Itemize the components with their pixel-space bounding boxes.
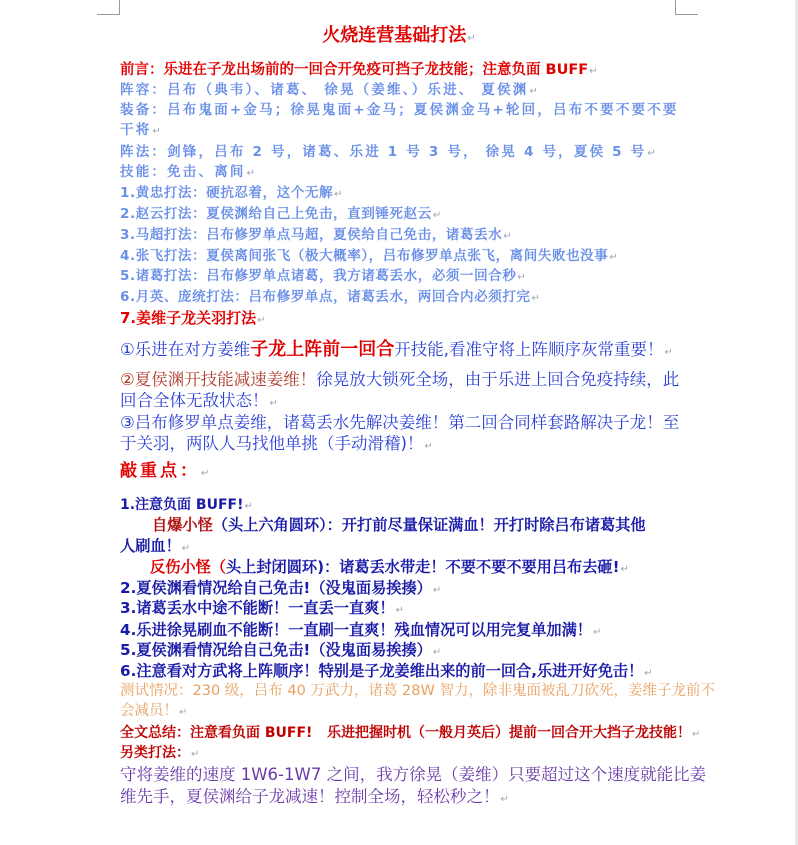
alt-heading-text: 另类打法： <box>120 745 190 761</box>
paragraph-mark-icon: ↵ <box>531 293 541 304</box>
reflect-monster-label: 反伤小怪（ <box>150 558 226 576</box>
step-1[interactable] <box>120 340 673 363</box>
paragraph-mark-icon: ↵ <box>269 398 278 409</box>
preface-text: 前言：乐进在子龙出场前的一回合开免疫可挡子龙技能；注意负面 BUFF <box>120 62 589 78</box>
paragraph-mark-icon: ↵ <box>152 126 163 137</box>
equipment-line-1[interactable]: 装备：吕布鬼面+金马；徐晃鬼面+金马；夏侯渊金马+轮回，吕布不要不要不要 <box>120 102 679 118</box>
test-results-line-2[interactable] <box>120 701 187 723</box>
paragraph-mark-icon: ↵ <box>181 543 191 554</box>
crop-mark-right <box>675 0 698 15</box>
tactic-item[interactable] <box>120 287 541 309</box>
paragraph-mark-icon: ↵ <box>179 707 188 718</box>
key-point-1b[interactable] <box>150 557 629 580</box>
skills[interactable] <box>120 162 257 184</box>
paragraph-mark-icon: ↵ <box>334 189 344 200</box>
key-point-text: 头上封闭圆环)：诸葛丢水带走！不要不要不要用吕布去砸! <box>225 558 620 576</box>
key-point-text: 1.注意负面 BUFF! <box>120 497 244 513</box>
paragraph-mark-icon: ↵ <box>503 231 513 242</box>
preface[interactable] <box>120 60 598 82</box>
paragraph-mark-icon: ↵ <box>432 647 442 658</box>
paragraph-mark-icon: ↵ <box>432 585 442 596</box>
step2-highlight: ②夏侯渊开技能减速姜维！ <box>120 370 317 389</box>
key-point-1a-line-2[interactable] <box>120 536 190 559</box>
equipment-text: 干将 <box>120 122 152 138</box>
tactic-item[interactable] <box>120 266 526 288</box>
title-text: 火烧连营基础打法 <box>322 25 467 46</box>
tactic7-text: 7.姜维子龙关羽打法 <box>120 309 257 327</box>
tactic-7-heading[interactable] <box>120 308 266 331</box>
step1-highlight: 子龙上阵前一回合 <box>250 339 395 360</box>
key-point-text: 5.夏侯渊看情况给自己免击!（没鬼面易挨揍） <box>120 641 432 659</box>
key-point-3[interactable] <box>120 598 404 621</box>
step1-text-end: 开技能,看准守将上阵顺序灰常重要！ <box>394 340 664 359</box>
tactic-text: 3.马超打法：吕布修罗单点马超，夏侯给自己免击，诸葛丢水 <box>120 227 503 243</box>
key-point-5[interactable] <box>120 640 441 663</box>
paragraph-mark-icon: ↵ <box>529 86 541 97</box>
paragraph-mark-icon: ↵ <box>664 347 673 358</box>
paragraph-mark-icon: ↵ <box>517 272 527 283</box>
step2-text-end: 回合全体无敌状态！ <box>120 391 269 410</box>
key-point-text: 3.诸葛丢水中途不能断！一直丢一直爽！ <box>120 599 395 617</box>
paragraph-mark-icon: ↵ <box>589 66 598 77</box>
step-3-line-2[interactable] <box>120 434 433 457</box>
key-point-text: 4.乐进徐晃刷血不能断！一直刷一直爽！残血情况可以用完复单加满！ <box>120 621 592 639</box>
key-point-text: （头上六角圆环）：开打前尽量保证满血！开打时除吕布诸葛其他 <box>212 516 646 534</box>
paragraph-mark-icon: ↵ <box>191 749 200 760</box>
paragraph-mark-icon: ↵ <box>424 441 433 452</box>
key-point-text: 6.注意看对方武将上阵顺序！特别是子龙姜维出来的前一回合,乐进开好免击！ <box>120 662 644 680</box>
equipment-line-2[interactable] <box>120 120 163 142</box>
paragraph-mark-icon: ↵ <box>692 729 701 740</box>
tactic-item[interactable] <box>120 246 618 268</box>
test-results-line-1[interactable]: 测试情况：230 级，吕布 40 万武力，诸葛 28W 智力，除非鬼面被乱刀砍死，姜维子龙前不 <box>120 683 715 699</box>
step2-text: 徐晃放大锁死全场，由于乐进上回合免疫持续，此 <box>316 370 680 389</box>
tactic-item[interactable] <box>120 204 442 226</box>
key-point-1a-line-1[interactable] <box>152 515 646 535</box>
step-2-line-1[interactable] <box>120 370 679 390</box>
crop-mark-left <box>97 0 120 15</box>
tactic-text: 4.张飞打法：夏侯离间张飞（极大概率），吕布修罗单点张飞，离间失败也没事 <box>120 248 609 264</box>
formation[interactable] <box>120 142 658 164</box>
skills-text: 技能：免击、离间 <box>120 164 246 180</box>
summary[interactable] <box>120 723 700 745</box>
key-point-text: 2.夏侯渊看情况给自己免击!（没鬼面易挨揍） <box>120 579 432 597</box>
paragraph-mark-icon: ↵ <box>467 33 476 44</box>
key-heading-text: 敲重点： <box>120 461 200 481</box>
lineup[interactable] <box>120 80 540 102</box>
tactic-text: 5.诸葛打法：吕布修罗单点诸葛，我方诸葛丢水，必须一回合秒 <box>120 268 517 284</box>
paragraph-mark-icon: ↵ <box>244 501 253 512</box>
paragraph-mark-icon: ↵ <box>620 564 629 575</box>
paragraph-mark-icon: ↵ <box>500 794 509 805</box>
paragraph-mark-icon: ↵ <box>432 210 442 221</box>
key-points-heading[interactable] <box>120 461 212 484</box>
paragraph-mark-icon: ↵ <box>609 252 619 263</box>
step-2-line-2[interactable] <box>120 391 278 414</box>
summary-text: 全文总结：注意看负面 BUFF! 乐进把握时机（一般月英后）提前一回合开大挡子龙技能！ <box>120 725 692 741</box>
tactic-text: 2.赵云打法：夏侯渊给自己上免击，直到锤死赵云 <box>120 206 432 222</box>
test-text: 会减员！ <box>120 703 178 719</box>
paragraph-mark-icon: ↵ <box>257 315 266 326</box>
alt-line-2[interactable] <box>120 787 509 810</box>
document-title[interactable] <box>0 26 798 49</box>
paragraph-mark-icon: ↵ <box>246 168 258 179</box>
paragraph-mark-icon: ↵ <box>647 148 658 159</box>
paragraph-mark-icon: ↵ <box>592 627 602 638</box>
alt-heading[interactable] <box>120 743 199 765</box>
alt-text: 维先手，夏侯渊给子龙减速！控制全场，轻松秒之！ <box>120 787 500 806</box>
step3-text: 于关羽，两队人马找他单挑（手动滑稽)！ <box>120 434 424 453</box>
self-destruct-monster-label: 自爆小怪 <box>152 516 213 534</box>
step1-text: ①乐进在对方姜维 <box>120 340 251 359</box>
formation-text: 阵法：剑锋，吕布 2 号，诸葛、乐进 1 号 3 号， 徐晃 4 号，夏侯 5 号 <box>120 144 647 160</box>
tactic-item[interactable] <box>120 183 343 205</box>
tactic-text: 6.月英、庞统打法：吕布修罗单点，诸葛丢水，两回合内必须打完 <box>120 289 531 305</box>
lineup-text: 阵容：吕布（典韦）、诸葛、 徐晃（姜维、）乐进、 夏侯渊 <box>120 82 529 98</box>
alt-line-1[interactable]: 守将姜维的速度 1W6-1W7 之间，我方徐晃（姜维）只要超过这个速度就能比姜 <box>120 765 707 784</box>
paragraph-mark-icon: ↵ <box>395 605 404 616</box>
step-3-line-1[interactable]: ③吕布修罗单点姜维，诸葛丢水先解决姜维！第二回合同样套路解决子龙！至 <box>120 413 680 432</box>
tactic-text: 1.黄忠打法：硬抗忍着，这个无解 <box>120 185 334 201</box>
key-point-1[interactable] <box>120 495 253 517</box>
paragraph-mark-icon: ↵ <box>644 668 653 679</box>
paragraph-mark-icon: ↵ <box>201 468 213 479</box>
tactic-item[interactable] <box>120 225 512 247</box>
key-point-text: 人刷血！ <box>120 537 181 555</box>
